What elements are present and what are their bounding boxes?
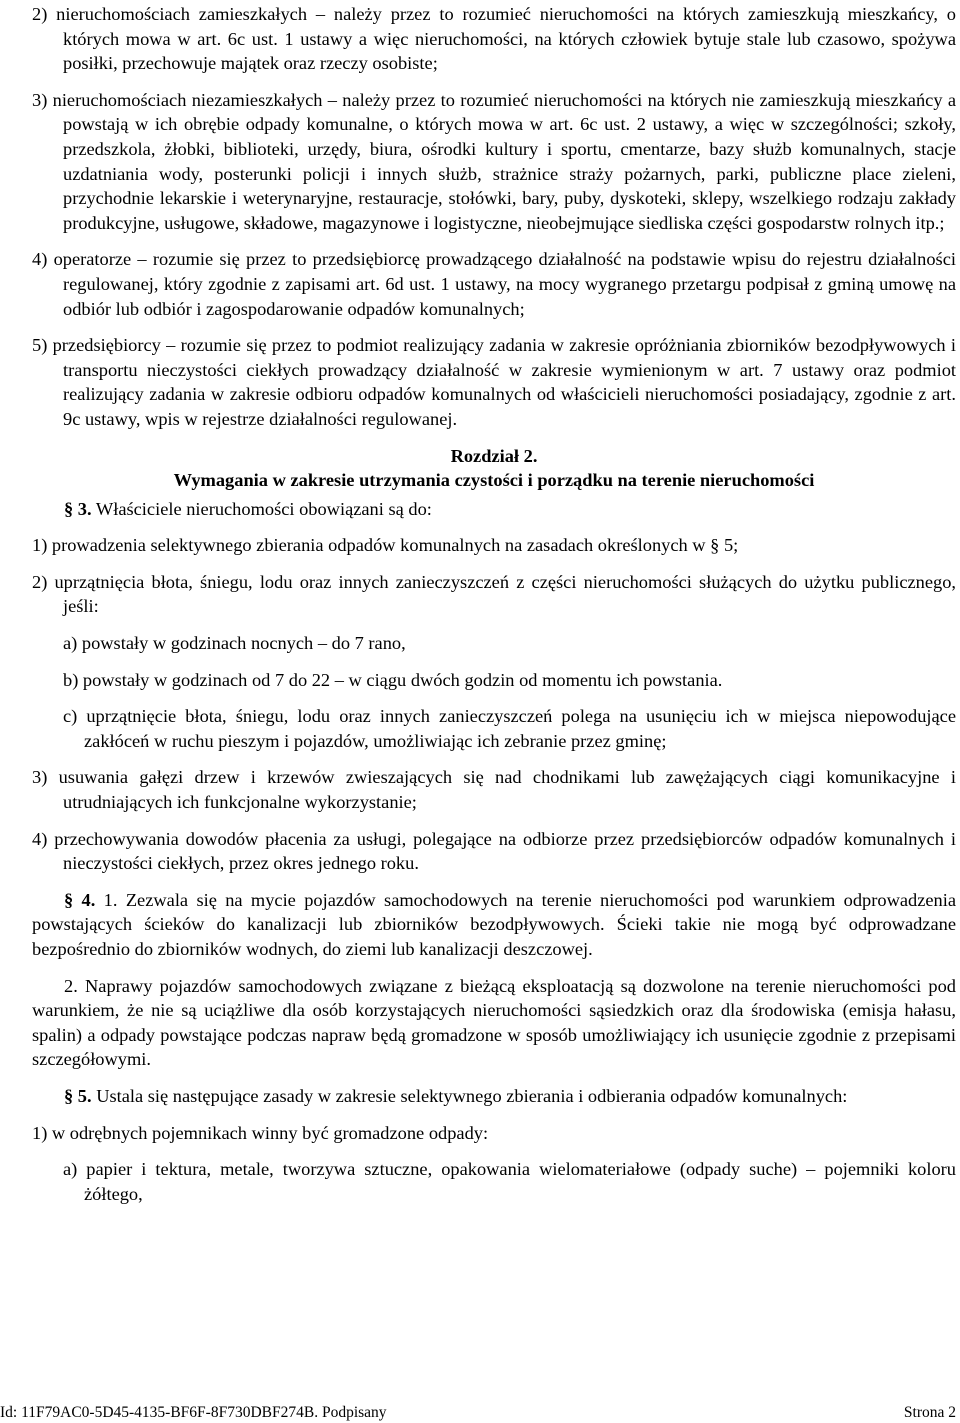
section-3-item-4: 4) przechowywania dowodów płacenia za usługi, polegające na odbiorze przez przedsiębiorców odpadów komunalnych i nieczystości ciekłych, przez okres jednego roku. [32,828,956,874]
section-4-text: 1. Zezwala się na mycie pojazdów samochodowych na terenie nieruchomości pod warunkiem odprowadzenia powstających ścieków do kanalizacji lub zbiorników bezodpływowych. Ścieki takie nie mogą być odprowadzane bezpośrednio do zbiorników wodnych, do ziemi lub kanalizacji deszczowej. [32,889,956,959]
definition-4: 4) operatorze – rozumie się przez to przedsiębiorcę prowadzącego działalność na podstawie wpisu do rejestru działalności regulowanej, który zgodnie z zapisami art. 6d ust. 1 ustawy, na mocy wygranego przetargu podpisał z gminą umowę na odbiór lub odbiór i zagospodarowanie odpadów komunalnych; [32,249,956,319]
document-body [32,2,956,1206]
section-5-item-1a: a) papier i tektura, metale, tworzywa sztuczne, opakowania wielomateriałowe (odpady suche) – pojemniki koloru żółtego, [63,1159,956,1204]
page-footer [0,1403,956,1423]
section-5-intro [32,1084,956,1109]
definition-3: 3) nieruchomościach niezamieszkałych – należy przez to rozumieć nieruchomości na których nie zamieszkują mieszkańcy a powstają w ich obrębie odpady komunalne, o których mowa w art. 6c ust. 2 ustawy, a więc w szczególności; szkoły, przedszkola, żłobki, biblioteki, urzędy, biura, ośrodki kultury i sportu, cmentarze, bazy służb komunalnych, stacje uzdatniania wody, posterunki policji i innych służb, strażnice straży pożarnych, parki, publiczne place zieleni, przychodnie lekarskie i weterynaryjne, restauracje, stołówki, bary, puby, dyskoteki, sklepy, wszelkiego rodzaju zakłady produkcyjne, usługowe, składowe, magazynowe i logistyczne, nieobejmujące siedliska części gospodarstw rolnych itp.; [32,89,956,233]
section-3-item-1: 1) prowadzenia selektywnego zbierania odpadów komunalnych na zasadach określonych w § 5; [32,535,739,556]
definition-2: 2) nieruchomościach zamieszkałych – należy przez to rozumieć nieruchomości na których zamieszkują mieszkańcy, o których mowa w art. 6c ust. 1 ustawy a więc nieruchomości, na których człowiek bytuje stale lub czasowo, spożywa posiłki, przechowuje majątek oraz rzeczy osobiste; [32,4,956,74]
section-4-number: § 4. [64,889,96,910]
section-4-paragraph-2: 2. Naprawy pojazdów samochodowych związane z bieżącą eksploatacją są dozwolone na terenie nieruchomości pod warunkiem, że nie są uciążliwe dla osób korzystających nieruchomości sąsiedzkich oraz dla środowiska (emisja hałasu, spalin) a odpady powstające podczas napraw będą gromadzone w sposób umożliwiający ich usunięcie zgodnie z przepisami szczegółowymi. [32,975,956,1070]
section-4-paragraph-1 [32,888,956,962]
chapter-number: Rozdział 2. [450,445,538,466]
document-id: Id: 11F79AC0-5D45-4135-BF6F-8F730DBF274B. Podpisany [0,1404,387,1421]
section-3-item-2: 2) uprzątnięcia błota, śniegu, lodu oraz innych zanieczyszczeń z części nieruchomości służących do użytku publicznego, jeśli: [32,571,956,617]
page-number: Strona 2 [903,1404,956,1421]
section-3-item-2a: a) powstały w godzinach nocnych – do 7 rano, [63,633,406,654]
chapter-title: Wymagania w zakresie utrzymania czystości i porządku na terenie nieruchomości [173,470,815,491]
section-3-item-2c: c) uprzątnięcie błota, śniegu, lodu oraz innych zanieczyszczeń polega na usunięciu ich w miejsca niepowodujące zakłóceń w ruchu pieszym i pojazdów, umożliwiając ich zebranie przez gminę; [63,706,956,751]
section-3-intro [32,497,956,522]
section-3-item-2b: b) powstały w godzinach od 7 do 22 – w ciągu dwóch godzin od momentu ich powstania. [63,669,723,690]
section-3-item-3: 3) usuwania gałęzi drzew i krzewów zwieszających się nad chodnikami lub zawężających ciągi komunikacyjne i utrudniających ich funkcjonalne wykorzystanie; [32,767,956,813]
section-5-item-1: 1) w odrębnych pojemnikach winny być gromadzone odpady: [32,1122,489,1143]
section-3-text: Właściciele nieruchomości obowiązani są do: [91,498,432,519]
definition-5: 5) przedsiębiorcy – rozumie się przez to podmiot realizujący zadania w zakresie opróżniania zbiorników bezodpływowych i transportu nieczystości ciekłych prowadzący działalność w zakresie wymienionym w art. 7 ustawy oraz podmiot realizujący zadania w zakresie odbioru odpadów komunalnych od właścicieli nieruchomości posiadający, zgodnie z art. 9c ustawy, wpis w rejestrze działalności regulowanej. [32,335,956,429]
section-5-text: Ustala się następujące zasady w zakresie selektywnego zbierania i odbierania odpadów komunalnych: [91,1085,848,1106]
section-5-number: § 5. [64,1085,92,1106]
section-3-number: § 3. [64,498,92,519]
